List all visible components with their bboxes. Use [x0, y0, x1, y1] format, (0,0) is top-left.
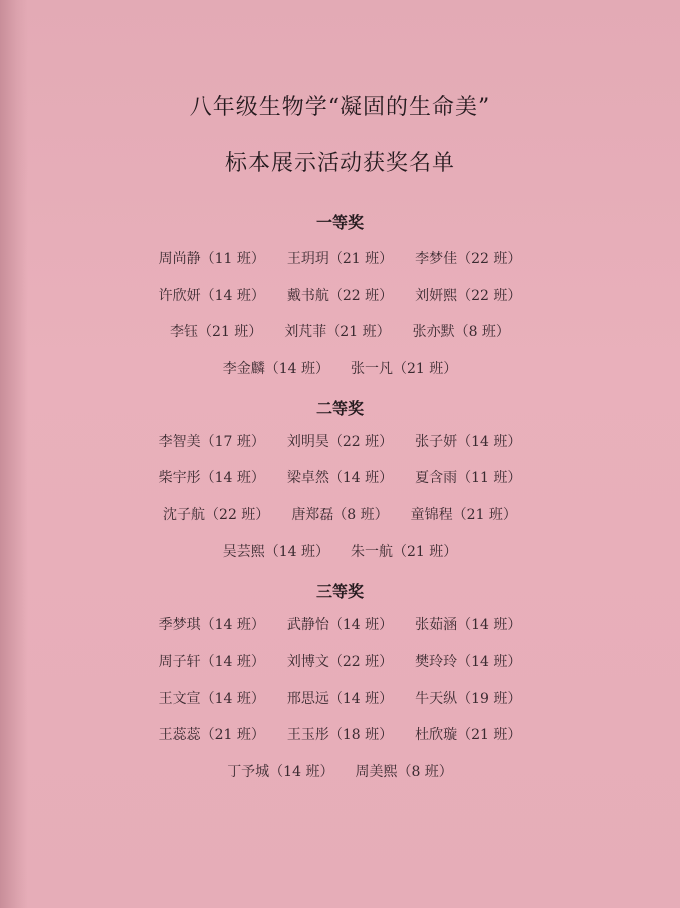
winner-entry: 李钰（21 班）: [170, 324, 263, 340]
winner-entry: 李智美（17 班）: [158, 434, 265, 450]
winner-entry: 张茹涵（14 班）: [415, 617, 522, 633]
title-line-2: 标本展示活动获奖名单: [224, 151, 455, 176]
winner-entry: 张子妍（14 班）: [415, 434, 522, 450]
winner-entry: 张亦默（8 班）: [412, 324, 510, 340]
winner-entry: 王玉彤（18 班）: [286, 727, 394, 743]
winner-entry: 许欣妍（14 班）: [158, 288, 265, 304]
second-prize-row: [0, 541, 680, 561]
winner-entry: 王玥玥（21 班）: [286, 251, 394, 267]
winner-entry: 张一凡（21 班）: [351, 361, 458, 377]
third-prize-row: [0, 614, 680, 634]
section-heading-second-prize: 二等奖: [315, 399, 364, 418]
winner-entry: 季梦琪（14 班）: [158, 617, 265, 633]
section-heading-first-prize: 一等奖: [315, 213, 364, 232]
third-prize-row: [0, 761, 680, 781]
first-prize-row: [0, 285, 680, 305]
winner-entry: 王蕊蕊（21 班）: [158, 727, 265, 743]
second-prize-row: [0, 504, 680, 524]
winner-entry: 王文宣（14 班）: [158, 691, 265, 707]
winner-entry: 童锦程（21 班）: [410, 507, 517, 523]
section-heading-third-prize: 三等奖: [315, 582, 364, 601]
third-prize-row: [0, 688, 680, 708]
winner-entry: 周子轩（14 班）: [158, 654, 265, 670]
first-prize-row: [0, 248, 680, 268]
winner-entry: 邢思远（14 班）: [286, 691, 394, 707]
winner-entry: 丁予城（14 班）: [227, 764, 334, 780]
winner-entry: 戴书航（22 班）: [286, 288, 394, 304]
winner-entry: 朱一航（21 班）: [351, 544, 458, 560]
winner-entry: 吴芸熙（14 班）: [222, 544, 329, 560]
winner-entry: 武静怡（14 班）: [286, 617, 394, 633]
third-prize-row: [0, 724, 680, 744]
winner-entry: 刘明昊（22 班）: [286, 434, 394, 450]
second-prize-row: [0, 467, 680, 487]
winner-entry: 沈子航（22 班）: [163, 507, 270, 523]
winner-entry: 樊玲玲（14 班）: [415, 654, 522, 670]
winner-entry: 李金麟（14 班）: [222, 361, 329, 377]
winner-entry: 夏含雨（11 班）: [415, 470, 522, 486]
first-prize-row: [0, 321, 680, 341]
second-prize-row: [0, 431, 680, 451]
winner-entry: 唐郑磊（8 班）: [291, 507, 389, 523]
winner-entry: 牛天纵（19 班）: [415, 691, 522, 707]
third-prize-row: [0, 651, 680, 671]
winner-entry: 李梦佳（22 班）: [415, 251, 522, 267]
winner-entry: 周尚静（11 班）: [158, 251, 265, 267]
winner-entry: 周美熙（8 班）: [355, 764, 453, 780]
winner-entry: 刘博文（22 班）: [286, 654, 394, 670]
winner-entry: 刘芃菲（21 班）: [284, 324, 391, 340]
winner-entry: 刘妍熙（22 班）: [415, 288, 522, 304]
winner-entry: 柴宇彤（14 班）: [158, 470, 265, 486]
winner-entry: 杜欣璇（21 班）: [415, 727, 522, 743]
first-prize-row: [0, 358, 680, 378]
title-line-1: 八年级生物学“凝固的生命美”: [189, 95, 491, 120]
winner-entry: 梁卓然（14 班）: [286, 470, 394, 486]
